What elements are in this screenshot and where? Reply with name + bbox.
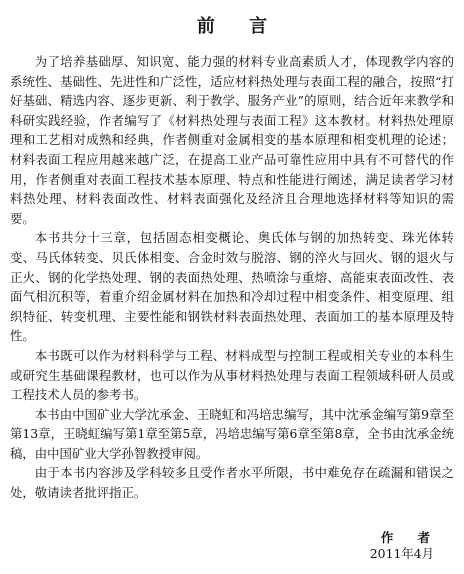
- paragraph-intro: 为了培养基础厚、知识宽、能力强的材料专业高素质人才，体现教学内容的系统性、基础性、先进性和广泛性，适应材料热处理与表面工程的融合，按照“打好基础、精选内容、逐步更新、利于教学、服务产业”的原则，结合近年来教学和科研实践经验，作者编写了《材料热处理与表面工程》这本教材。材料热处理原理和工艺相对成熟和经典，作者侧重对金属相变的基本原理和相变机理的论述；材料表面工程应用越来越广泛，在提高工业产品可靠性应用中具有不可替代的作用，作者侧重对表面工程技术基本原理、特点和性能进行阐述，满足读者学习材料热处理、材料表面改性、材料表面强化及经济且合理地选择材料等知识的需要。: [10, 54, 454, 226]
- paragraph-disclaimer: 由于本书内容涉及学科较多且受作者水平所限，书中难免存在疏漏和错误之处，敬请读者批评指正。: [10, 465, 454, 501]
- paragraph-contents: 本书共分十三章，包括固态相变概论、奥氏体与钢的加热转变、珠光体转变、马氏体转变、贝氏体相变、合金时效与脱溶、钢的淬火与回火、钢的退火与正火、钢的化学热处理、钢的表面热处理、热喷涂与重熔、高能束表面改性、表面气相沉积等，着重介绍金属材料在加热和冷却过程中相变条件、相变原理、组织特征、转变机理、主要性能和钢铁材料表面热处理、表面加工的基本原理及特性。: [10, 230, 454, 344]
- page-title: 前 言: [196, 16, 282, 37]
- paragraph-audience: 本书既可以作为材料科学与工程、材料成型与控制工程或相关专业的本科生或研究生基础课程教材，也可以作为从事材料热处理与表面工程领域科研人员或工程技术人员的参考书。: [10, 347, 454, 403]
- signature-author: 作 者: [380, 530, 440, 545]
- paragraph-authorship: 本书由中国矿业大学沈承金、王晓虹和冯培忠编写，其中沈承金编写第9章至第13章，王晓虹编写第1章至第5章，冯培忠编写第6章至第8章，全书由沈承金统稿，由中国矿业大学孙智教授审阅。: [10, 406, 454, 461]
- signature-block: [369, 530, 440, 562]
- signature-date: 2011年4月: [369, 546, 434, 561]
